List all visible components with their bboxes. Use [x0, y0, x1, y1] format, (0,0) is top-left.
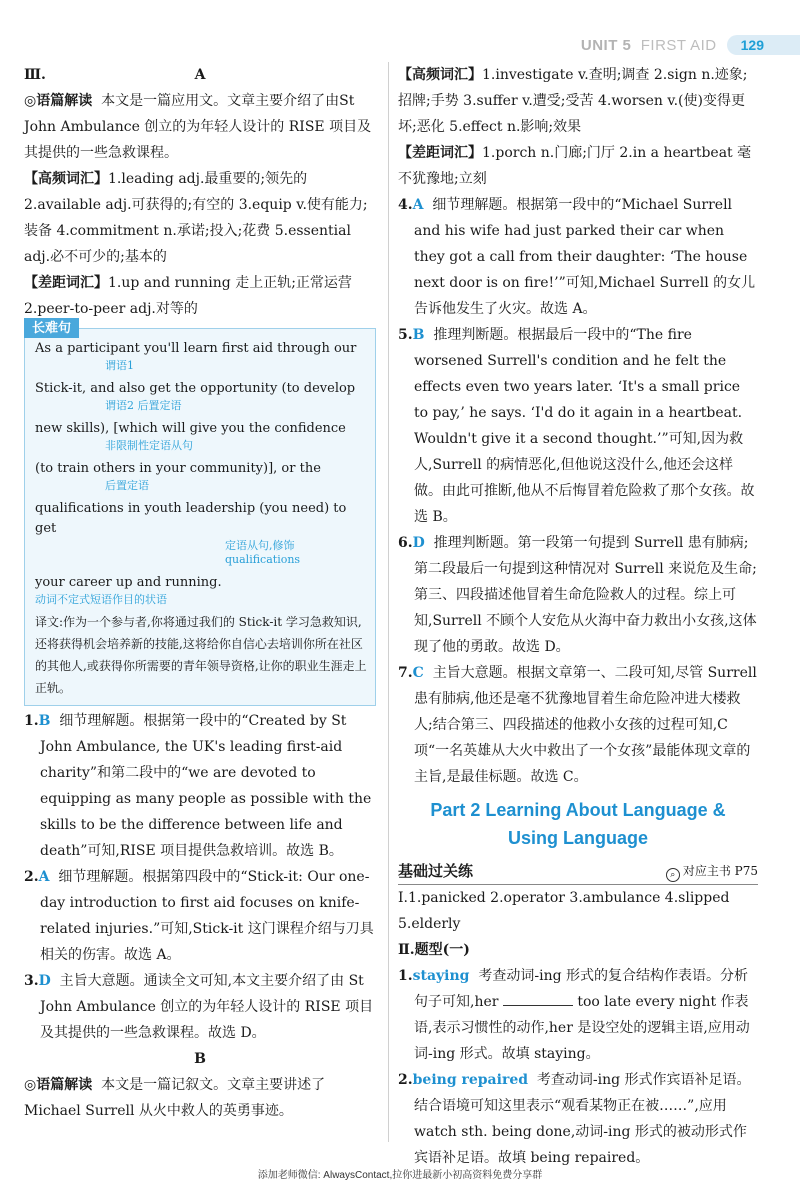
grammar-note: 谓语1 [105, 359, 134, 372]
page-header [581, 34, 800, 56]
part2-title-line2: Using Language [507, 828, 648, 848]
long-sentence-box [24, 320, 376, 706]
left-column [24, 62, 376, 1124]
vocab-gap: 【差距词汇】1.up and running 走上正轨;正常运营 2.peer-to-peer adj.对等的 [24, 275, 352, 317]
vocab-frequent: 【高频词汇】1.leading adj.最重要的;领先的 2.available adj.可获得的;有空的 3.equip v.使有能力;装备 4.commitment n.承诺;投入;花费 5.essential adj.必不可少的;基本的 [24, 171, 368, 265]
answer-7: 7.C 主旨大意题。根据文章第一、二段可知,尽管 Surrell 患有肺病,他还是毫不犹豫地冒着生命危险冲进大楼救人;结合第三、四段描述的他救小女孩的过程可知,C 项“一名英雄从大火中救出了一个女孩”最能体现文章的主旨,是最佳标题。故选 C。 [398, 665, 757, 785]
sentence-line: As a participant you'll learn first aid through our [35, 341, 357, 356]
answer-2: 2.A 细节理解题。根据第四段中的“Stick-it: Our one-day introduction to first aid focuses on knife-related injuries.”可知,Stick-it 这门课程介绍与刀具相关的伤害。故选 A。 [24, 869, 374, 963]
blank-line [503, 991, 573, 1006]
fill-answer-2: 2.being repaired 考查动词-ing 形式作宾语补足语。结合语境可知这里表示“观看某物正在被……”,应用 watch sth. being done,动词-ing 形式的被动形式作宾语补足语。故填 being repaired。 [398, 1072, 751, 1166]
text-intro-b: ◎语篇解读 本文是一篇记叙文。文章主要讲述了 Michael Surrell 从火中救人的英勇事迹。 [24, 1077, 326, 1119]
search-icon: ⌕ [666, 868, 680, 882]
answer-3: 3.D 主旨大意题。通读全文可知,本文主要介绍了由 St John Ambulance 创立的为年轻人设计的 RISE 项目及其提供的一些急救课程。故选 D。 [24, 973, 374, 1041]
grammar-note: 定语从句,修饰 qualifications [225, 539, 301, 566]
part-a-heading: A [194, 67, 206, 83]
sentence-line: your career up and running. [35, 575, 222, 590]
long-sentence-tag: 长难句 [24, 318, 79, 338]
answers-section-1: Ⅰ.1.panicked 2.operator 3.ambulance 4.slipped [398, 890, 730, 906]
grammar-note: 谓语2 后置定语 [105, 399, 182, 412]
part2-title: Part 2 Learning About Language & [430, 800, 726, 820]
part-b-heading: B [194, 1051, 206, 1067]
vocab-frequent-b: 【高频词汇】1.investigate v.查明;调查 2.sign n.迹象;招牌;手势 3.suffer v.遭受;受苦 4.worsen v.(使)变得更坏;恶化 5.effect n.影响;效果 [398, 67, 748, 135]
section-number: Ⅲ. [24, 67, 46, 83]
answer-1: 1.B 细节理解题。根据第一段中的“Created by St John Ambulance, the UK's leading first-aid charity”和第二段中的“we are devoted to equipping as many people as possible with the skills to be the difference between life and death”可知,RISE 项目提供急救培训。故选 B。 [24, 713, 372, 859]
sentence-line: new skills), [which will give you the confidence [35, 421, 346, 436]
sentence-line: qualifications in youth leadership (you need) to get [35, 501, 347, 536]
answer-4: 4.A 细节理解题。根据第一段中的“Michael Surrell and his wife had just parked their car when they got a call from their daughter: ‘The house next door is on fire!’”可知,Michael Surrell 的女儿告诉他发生了火灾。故选 A。 [398, 197, 756, 317]
sentence-line: Stick-it, and also get the opportunity (to develop [35, 381, 356, 396]
column-divider [388, 62, 389, 1142]
basic-practice-title: 基础过关练 [398, 862, 474, 880]
grammar-note: 后置定语 [105, 479, 149, 492]
unit-label: UNIT 5 FIRST AID [580, 36, 717, 54]
footer-text: 添加老师微信: AlwaysContact,拉你进最新小初高资料免费分享群 [257, 1170, 543, 1181]
answer-6: 6.D 推理判断题。第一段第一句提到 Surrell 患有肺病;第二段最后一句提到这种情况对 Surrell 来说危及生命;第三、四段描述他冒着生命危险救人的过程。综上可知,Surrell 不顾个人安危从火海中奋力救出小女孩,这体现了他的勇敢。故选 D。 [398, 535, 757, 655]
answers-section-1-line2: 5.elderly [398, 916, 461, 932]
grammar-note: 动词不定式短语作目的状语 [35, 593, 167, 606]
grammar-note: 非限制性定语从句 [105, 439, 193, 452]
vocab-gap-b: 【差距词汇】1.porch n.门廊;门厅 2.in a heartbeat 毫不犹豫地;立刻 [398, 145, 752, 187]
sentence-line: (to train others in your community)], or the [35, 461, 321, 476]
basic-practice-header [398, 858, 758, 885]
answer-5: 5.B 推理判断题。根据最后一段中的“The fire worsened Surrell's condition and he felt the effects even two years later. ‘It's a small price to pay,’ he says. ‘I'd do it again in a heartbeat. Wouldn't give it a second thought.’”可知,因为救人,Surrell 的病情恶化,但他说这没什么,他还会这样做。由此可推断,他从不后悔冒着危险救了那个女孩。故选 B。 [398, 327, 755, 525]
fill-answer-1: 1.staying 考查动词-ing 形式的复合结构作表语。分析句子可知,her too late every night 作表语,表示习惯性的动作,her 是设空处的逻辑主语,应用动词-ing 形式。故填 staying。 [398, 968, 750, 1062]
text-intro-a: ◎语篇解读 本文是一篇应用文。文章主要介绍了由St John Ambulance 创立的为年轻人设计的 RISE 项目及其提供的一些急救课程。 [24, 93, 372, 161]
section-2-heading: Ⅱ.题型(一) [398, 942, 470, 958]
translation: 译文:作为一个参与者,你将通过我们的 Stick-it 学习急救知识,还将获得机会培养新的技能,这将给你自信心去培训你所在社区的其他人,或获得你所需要的青年领导资格,让你的职业生涯走上正轨。 [35, 615, 367, 695]
right-column [398, 62, 758, 1171]
reference-text: 对应主书 P75 [682, 864, 758, 878]
page-number: 129 [727, 35, 800, 55]
